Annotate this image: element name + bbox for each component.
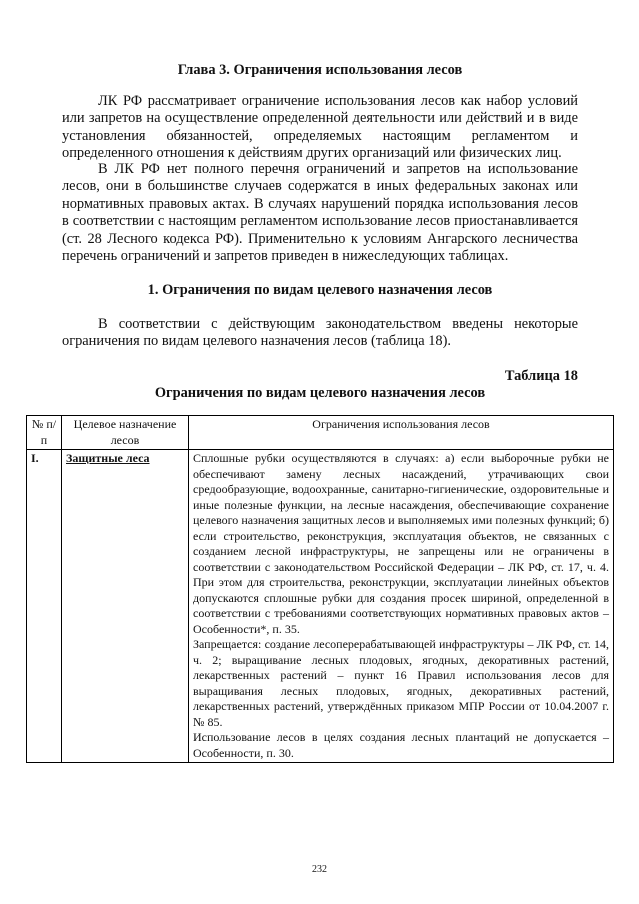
- intro-paragraph-1: [62, 93, 578, 163]
- section-paragraph-text: В соответствии с действующим законодательством введены некоторые ограничения по видам целевого назначения лесов (таблица 18).: [62, 316, 578, 350]
- restrictions-table: [26, 415, 614, 763]
- restriction-text-3: Использование лесов в целях создания лесных плантаций не допускается – Особенности, п. 30.: [193, 730, 609, 760]
- table-header-row: [27, 416, 614, 450]
- restriction-text-1: Сплошные рубки осуществляются в случаях: а) если выборочные рубки не обеспечивают замену лесных насаждений, утрачивающих свои средообразующие, водоохранные, санитарно-гигиенические, оздоровительные и иные полезные функции, на лесные насаждения, обеспечивающие сохранение целевого назначения защитных лесов и выполняемых ими полезных функций; б) если строительство, реконструкция, эксплуатация объектов, не связанных с созданием лесной инфраструктуры, не запрещены или не ограничены в соответствии с законодательством Российской Федерации – ЛК РФ, ст. 17, ч. 4. При этом для строительства, реконструкции, эксплуатации линейных объектов допускаются сплошные рубки для создания просек шириной, определенной в соответствии с требованиями соответствующих нормативных правовых актов – Особенности*, п. 35.: [193, 451, 609, 636]
- header-purpose: Целевое назначение лесов: [62, 416, 189, 450]
- header-restrictions: Ограничения использования лесов: [189, 416, 614, 450]
- intro-paragraph-2: [62, 161, 578, 265]
- row-num: I.: [27, 450, 62, 763]
- row-purpose: Защитные леса: [62, 450, 189, 763]
- table-title: Ограничения по видам целевого назначения лесов: [154, 385, 486, 401]
- intro-paragraph-1-text: ЛК РФ рассматривает ограничение использования лесов как набор условий или запретов на осуществление определенной деятельности или действий и в виде установления обязанностей, определяемых настоящим регламентом и определенного отношения к действиям других организаций или физических лиц.: [62, 93, 578, 162]
- table-row: [27, 450, 614, 763]
- section-paragraph: [62, 316, 578, 351]
- page-number: 232: [312, 864, 327, 875]
- table-label: Таблица 18: [504, 368, 578, 384]
- section-title: 1. Ограничения по видам целевого назначения лесов: [147, 282, 493, 298]
- header-num: № п/п: [27, 416, 62, 450]
- intro-paragraph-2-text: В ЛК РФ нет полного перечня ограничений и запретов на использование лесов, они в большинстве случаев содержатся в иных федеральных законах или нормативных правовых актах. В случаях нарушений порядка использования лесов в соответствии с настоящим регламентом использование лесов приостанавливается (ст. 28 Лесного кодекса РФ). Применительно к условиям Ангарского лесничества перечень ограничений и запретов приведен в нижеследующих таблицах.: [62, 161, 578, 265]
- restriction-text-2: Запрещается: создание лесоперерабатывающей инфраструктуры – ЛК РФ, ст. 14, ч. 2; выращивание лесных плодовых, ягодных, декоративных растений, лекарственных растений – пункт 16 Правил использования лесов для выращивания лесных плодовых, ягодных, декоративных растений, лекарственных растений, утверждённых приказом МПР России от 10.04.2007 г. № 85.: [193, 637, 609, 729]
- row-restrictions: [189, 450, 614, 763]
- chapter-title: Глава 3. Ограничения использования лесов: [177, 62, 463, 78]
